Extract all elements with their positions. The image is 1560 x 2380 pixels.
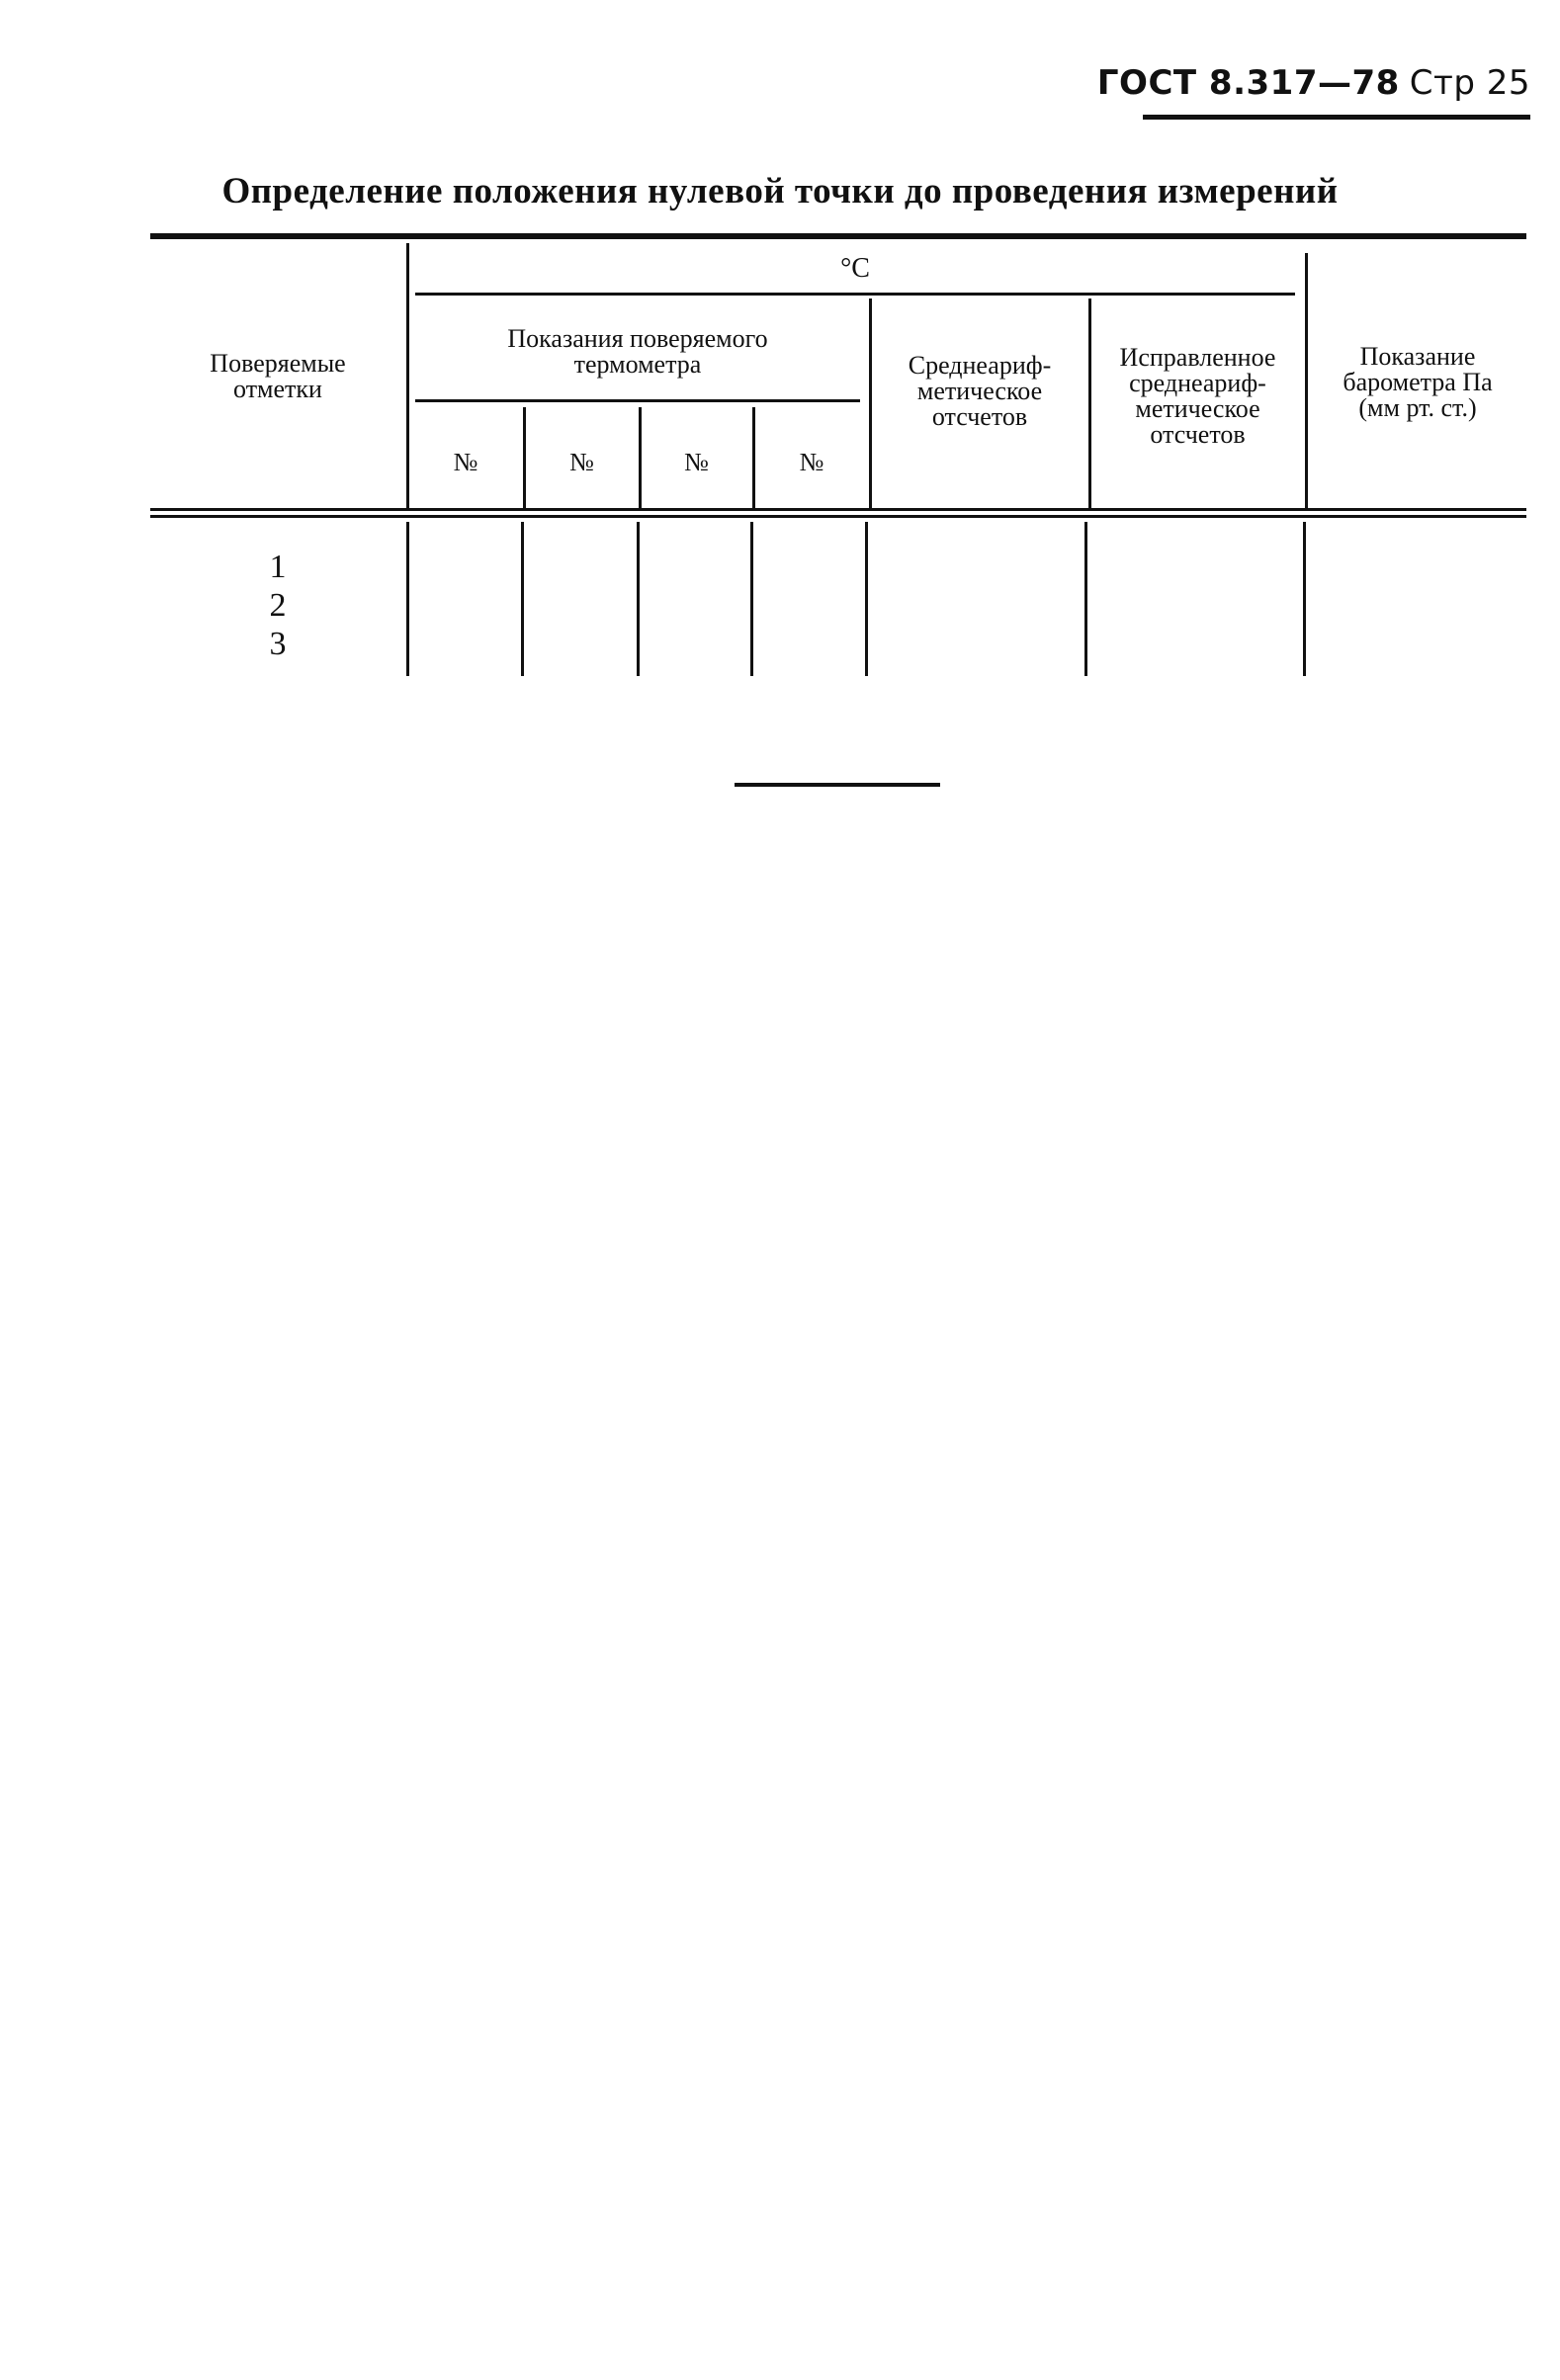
row-number-3: 3 — [269, 626, 287, 663]
row-numbers — [150, 548, 405, 663]
col-divider-mean — [869, 298, 872, 508]
header-no-3: № — [684, 448, 709, 476]
body-divider-1 — [406, 522, 409, 676]
body-divider-5 — [865, 522, 868, 676]
body-divider-4 — [750, 522, 753, 676]
header-no-4: № — [799, 448, 824, 476]
header-corrected-line-3: метическое — [1135, 394, 1260, 423]
header-rule — [1143, 115, 1530, 120]
row-number-2: 2 — [269, 587, 287, 625]
header-corrected-line-4: отсчетов — [1150, 420, 1246, 449]
header-no-1: № — [453, 448, 478, 476]
body-divider-2 — [521, 522, 524, 676]
body-divider-3 — [637, 522, 640, 676]
table-top-rule — [150, 233, 1526, 239]
row-number-1: 1 — [269, 549, 287, 585]
header-readings-line-2: термометра — [573, 350, 702, 379]
header-mean-line-2: метическое — [916, 377, 1043, 405]
col-divider-barometer — [1305, 253, 1308, 508]
header-corrected-line-2: среднеариф- — [1129, 369, 1266, 397]
standard-number: ГОСТ 8.317—78 — [1096, 63, 1400, 103]
col-divider-corrected — [1088, 298, 1091, 508]
body-divider-7 — [1303, 522, 1306, 676]
header-no-2: № — [569, 448, 594, 476]
page-header — [1097, 63, 1530, 103]
header-body-rule-1 — [150, 508, 1526, 511]
body-divider-6 — [1084, 522, 1087, 676]
header-marks-line-1: Поверяемые — [210, 349, 346, 378]
header-unit: °C — [840, 253, 870, 284]
header-readings-line-1: Показания поверяемого — [507, 324, 768, 353]
header-barometer — [1309, 328, 1526, 437]
header-marks — [150, 322, 405, 431]
header-barometer-line-2: барометра Па — [1343, 368, 1493, 396]
header-body-rule-2 — [150, 515, 1526, 518]
header-mean-line-1: Среднеариф- — [908, 351, 1052, 380]
end-rule — [735, 783, 940, 787]
header-mean — [873, 322, 1086, 461]
zero-point-table — [150, 233, 1526, 678]
unit-underline — [415, 293, 1295, 296]
page-number: Стр 25 — [1409, 63, 1530, 103]
header-mean-line-3: отсчетов — [931, 402, 1028, 431]
header-corrected-line-1: Исправленное — [1119, 343, 1276, 372]
header-barometer-line-3: (мм рт. ст.) — [1358, 393, 1477, 422]
table-title: Определение положения нулевой точки до проведения измерений — [221, 171, 1339, 212]
header-barometer-line-1: Показание — [1359, 342, 1476, 371]
header-corrected — [1092, 322, 1303, 470]
readings-underline — [415, 399, 860, 402]
header-readings — [415, 316, 860, 387]
header-marks-line-2: отметки — [233, 375, 322, 403]
